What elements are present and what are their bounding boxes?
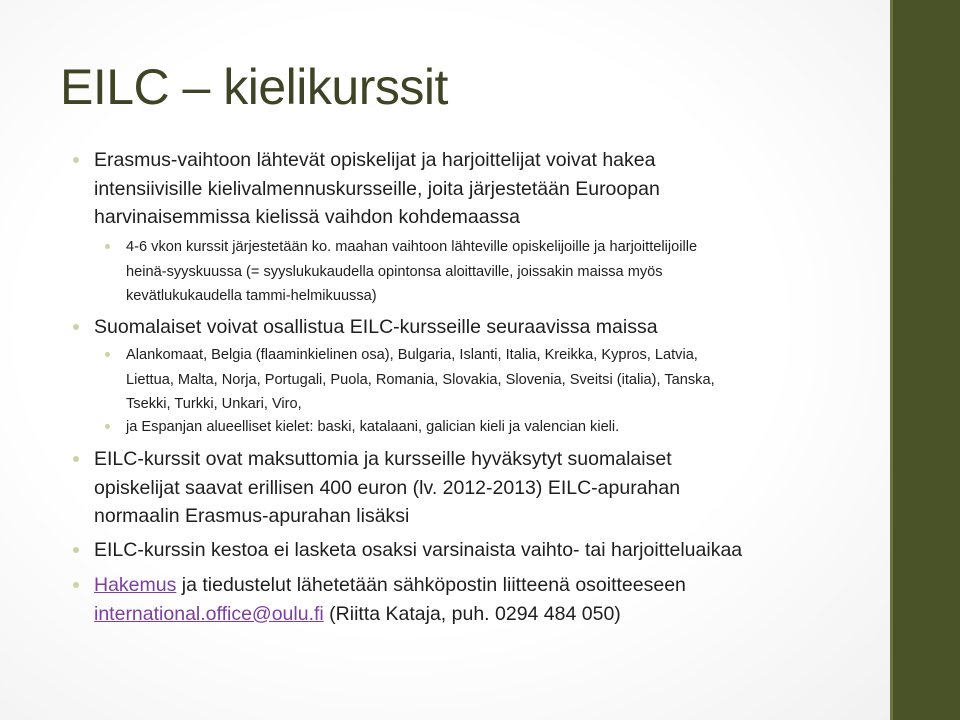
bullet-erasmus-intro xyxy=(94,146,660,232)
bullet-free-courses xyxy=(94,445,680,531)
text-line: Erasmus-vaihtoon lähtevät opiskelijat ja harjoittelijat voivat hakea xyxy=(94,149,656,171)
text-line: EILC-kurssit ovat maksuttomia ja kursseille hyväksytyt suomalaiset xyxy=(94,448,672,470)
sub-bullet-icon xyxy=(105,244,110,249)
bullet-application-contact xyxy=(94,571,686,628)
sub-bullet-course-timing xyxy=(126,235,697,309)
text-line: Suomalaiset voivat osallistua EILC-kursseille seuraavissa maissa xyxy=(94,316,658,338)
sub-bullet-icon xyxy=(105,424,110,429)
sub-bullet-country-list xyxy=(126,343,715,417)
text-line: opiskelijat saavat erillisen 400 euron (lv. 2012-2013) EILC-apurahan xyxy=(94,476,681,499)
text-line: 4-6 vkon kurssit järjestetään ko. maahan vaihtoon lähteville opiskelijoille ja harjoittelijoille xyxy=(126,239,698,255)
text-line: EILC-kurssin kestoa ei lasketa osaksi varsinaista vaihto- tai harjoitteluaikaa xyxy=(94,539,743,561)
bullet-icon xyxy=(73,547,79,553)
email-link[interactable]: international.office@oulu.fi xyxy=(94,602,324,625)
text-line xyxy=(94,600,686,629)
bullet-course-duration xyxy=(94,536,742,565)
text-line: heinä-syyskuussa (= syyslukukaudella opintonsa aloittaville, joissakin maissa myös xyxy=(126,263,663,280)
text-line: Tsekki, Turkki, Unkari, Viro, xyxy=(126,396,302,412)
text-line: normaalin Erasmus-apurahan lisäksi xyxy=(94,505,410,527)
text-fragment: ja tiedustelut lähetetään sähköpostin liitteenä osoitteeseen xyxy=(176,574,686,596)
sub-bullet-spain-regional xyxy=(126,415,619,440)
application-link[interactable]: Hakemus xyxy=(94,574,177,596)
bullet-icon xyxy=(73,157,79,163)
text-line: Alankomaat, Belgia (flaaminkielinen osa), Bulgaria, Islanti, Italia, Kreikka, Kypros, Latvia, xyxy=(126,347,698,363)
text-line: ja Espanjan alueelliset kielet: baski, katalaani, galician kieli ja valencian kieli. xyxy=(126,419,620,435)
sub-bullet-icon xyxy=(105,352,110,357)
text-line: kevätlukukaudella tammi-helmikuussa) xyxy=(126,288,377,304)
side-bar-decoration xyxy=(890,0,960,720)
text-line: intensiivisille kielivalmennuskursseille, joita järjestetään Euroopan xyxy=(94,177,660,200)
text-line: Liettua, Malta, Norja, Portugali, Puola, Romania, Slovakia, Slovenia, Sveitsi (italia), Tanska, xyxy=(126,371,715,388)
bullet-icon xyxy=(73,324,79,330)
bullet-participating-countries xyxy=(94,313,658,342)
text-line: harvinaisemmissa kielissä vaihdon kohdemaassa xyxy=(94,206,520,228)
bullet-icon xyxy=(73,456,79,462)
bullet-icon xyxy=(73,582,79,588)
text-line xyxy=(94,571,686,600)
side-bar-edge xyxy=(890,0,893,720)
text-fragment: (Riitta Kataja, puh. 0294 484 050) xyxy=(323,602,621,625)
slide-title: EILC – kielikurssit xyxy=(60,59,448,115)
